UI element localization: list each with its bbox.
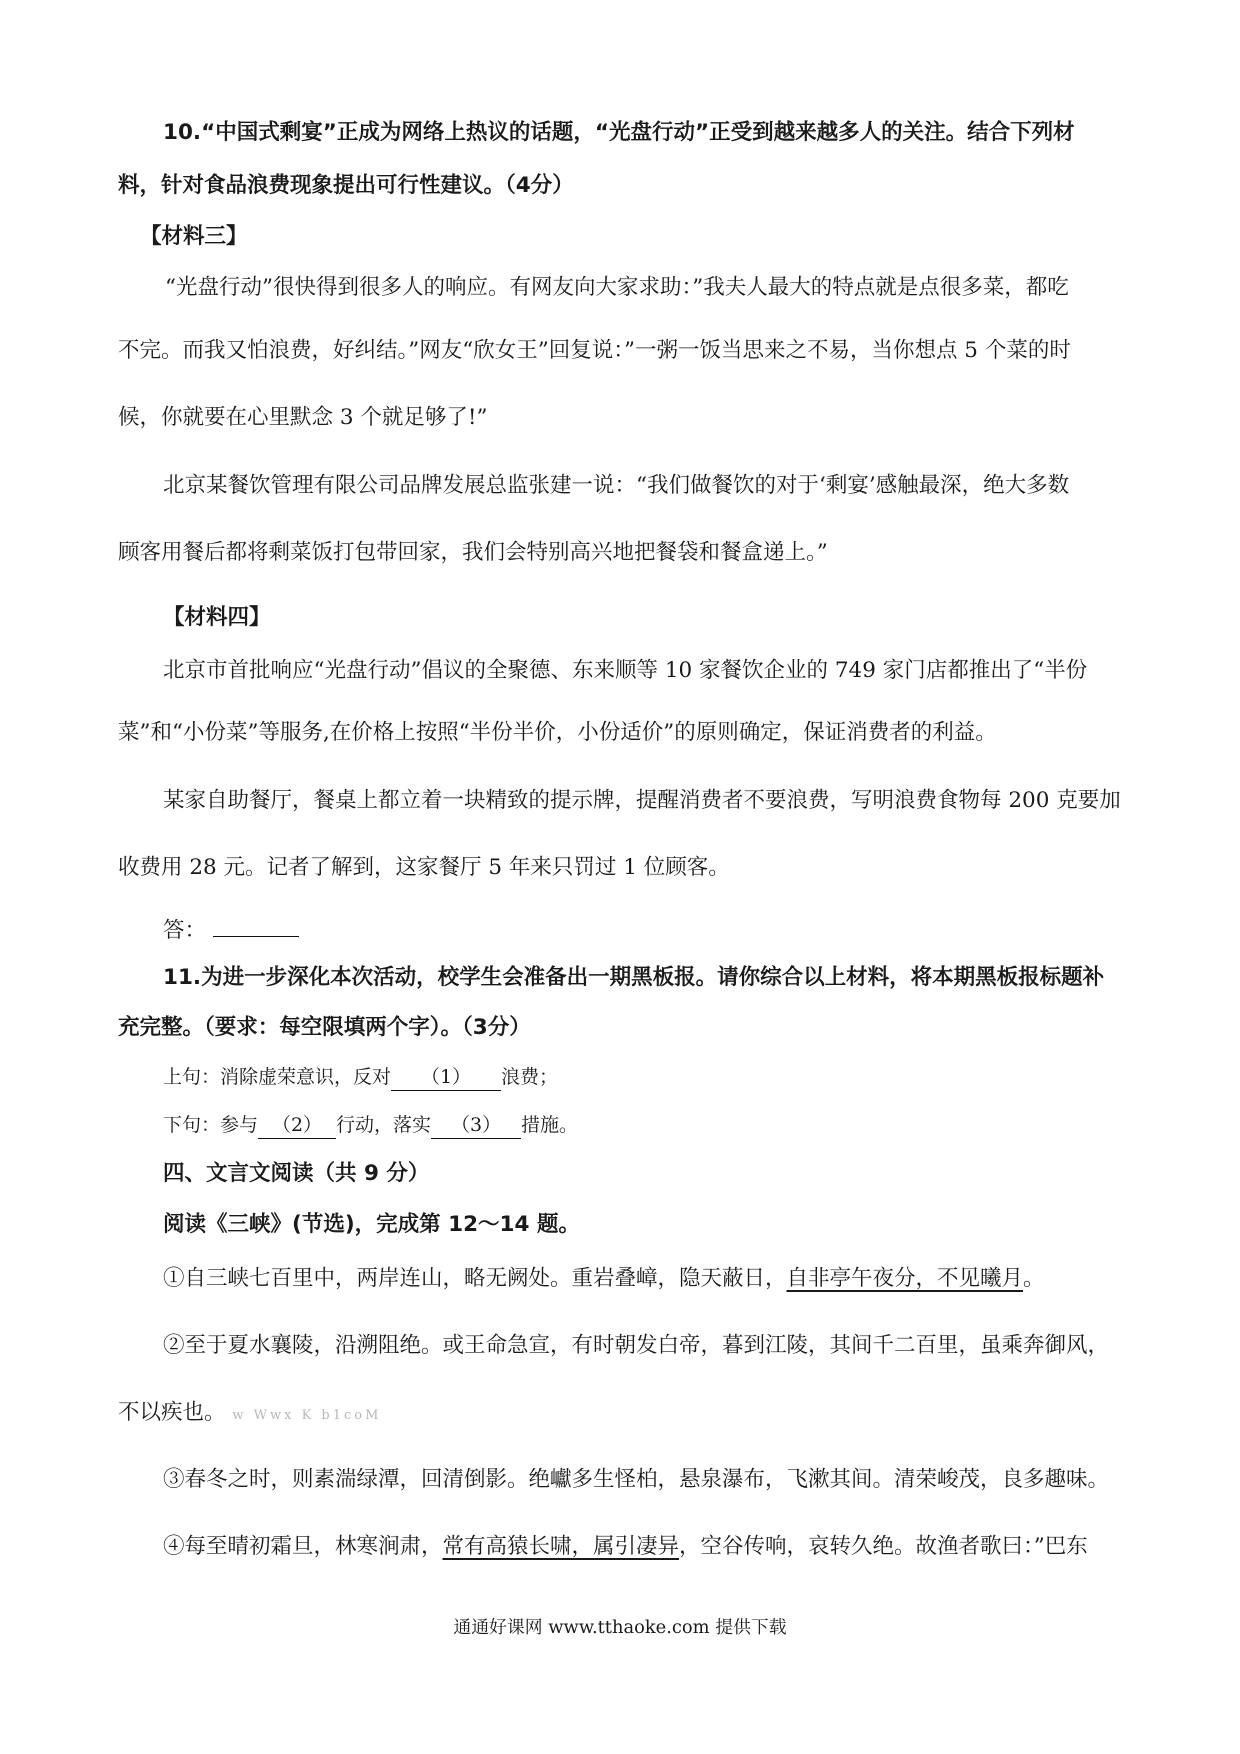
passage-paragraph-1 (163, 1264, 1045, 1294)
question-11-line-1: 11.为进一步深化本次活动，校学生会准备出一期黑板报。请你综合以上材料，将本期黑板报标题补 (163, 965, 1105, 990)
section-4-instruction: 阅读《三峡》(节选)，完成第 12～14 题。 (163, 1212, 580, 1237)
section-4-title: 四、文言文阅读（共 9 分） (163, 1161, 430, 1186)
passage-p2-end: 不以疾也。 (118, 1400, 226, 1425)
material-3-p1-line-3: 候，你就要在心里默念 3 个就足够了!” (118, 405, 488, 430)
blank-3[interactable]: （3） (431, 1112, 521, 1139)
answer-blank[interactable] (213, 936, 299, 937)
lower-couplet-middle: 行动，落实 (336, 1114, 432, 1136)
upper-couplet-prefix: 上句：消除虚荣意识，反对 (163, 1066, 392, 1088)
passage-p1-text: ①自三峡七百里中，两岸连山，略无阙处。重岩叠嶂，隐天蔽日， (163, 1266, 787, 1291)
answer-row (163, 916, 299, 946)
passage-paragraph-4 (163, 1532, 1088, 1562)
material-4-p2-line-1: 某家自助餐厅，餐桌上都立着一块精致的提示牌，提醒消费者不要浪费，写明浪费食物每 200 克要加 (163, 788, 1121, 813)
blank-1[interactable]: （1） (391, 1064, 501, 1091)
lower-couplet-suffix: 措施。 (521, 1114, 579, 1136)
passage-p4-underlined: 常有高猿长啸，属引凄异 (442, 1534, 680, 1559)
material-4-p1-line-2: 菜”和“小份菜”等服务,在价格上按照“半份半价，小份适价”的原则确定，保证消费者的利益。 (118, 720, 997, 745)
question-11-line-2: 充完整。（要求：每空限填两个字）。（3分） (118, 1015, 531, 1040)
material-3-p2-line-2: 顾客用餐后都将剩菜饭打包带回家，我们会特别高兴地把餐袋和餐盒递上。” (118, 540, 828, 565)
passage-p4-text: ④每至晴初霜旦，林寒涧肃， (163, 1534, 443, 1559)
upper-couplet (163, 1062, 558, 1092)
question-10-line-2: 料，针对食品浪费现象提出可行性建议。（4分） (118, 173, 574, 198)
lower-couplet-prefix: 下句：参与 (163, 1114, 259, 1136)
passage-p1-underlined: 自非亭午夜分，不见曦月 (786, 1266, 1024, 1291)
material-3-p1-line-2: 不完。而我又怕浪费，好纠结。”网友“欣女王”回复说：”一粥一饭当思来之不易，当你想点 5 个菜的时 (118, 338, 1071, 363)
blank-2[interactable]: （2） (258, 1112, 336, 1139)
material-3-p2-line-1: 北京某餐饮管理有限公司品牌发展总监张建一说：“我们做餐饮的对于‘剩宴’感触最深，绝大多数 (163, 473, 1070, 498)
material-4-title: 【材料四】 (163, 605, 271, 630)
passage-p1-end: 。 (1023, 1266, 1045, 1291)
material-3-p1-line-1: “光盘行动”很快得到很多人的响应。有网友向大家求助：”我夫人最大的特点就是点很多菜，都吃 (165, 275, 1069, 300)
passage-paragraph-3: ③春冬之时，则素湍绿潭，回清倒影。绝巘多生怪柏，悬泉瀑布，飞漱其间。清荣峻茂，良多趣味。 (163, 1467, 1110, 1492)
passage-paragraph-2-line-1: ②至于夏水襄陵，沿溯阻绝。或王命急宣，有时朝发白帝，暮到江陵，其间千二百里，虽乘奔御风， (163, 1333, 1110, 1358)
material-3-title: 【材料三】 (140, 224, 248, 249)
passage-p4-end: ，空谷传响，哀转久绝。故渔者歌曰：”巴东 (679, 1534, 1088, 1559)
watermark-text: w Wwx K b1coM (232, 1408, 382, 1423)
passage-paragraph-2-line-2 (118, 1398, 381, 1431)
lower-couplet (163, 1110, 578, 1140)
answer-label: 答： (163, 918, 207, 943)
question-10-line-1: 10.“中国式剩宴”正成为网络上热议的话题，“光盘行动”正受到越来越多人的关注。结合下列材 (163, 120, 1075, 145)
page-footer: 通通好课网 www.tthaoke.com 提供下载 (453, 1617, 787, 1638)
upper-couplet-suffix: 浪费； (501, 1066, 559, 1088)
material-4-p1-line-1: 北京市首批响应“光盘行动”倡议的全聚德、东来顺等 10 家餐饮企业的 749 家门店都推出了“半份 (163, 658, 1088, 683)
material-4-p2-line-2: 收费用 28 元。记者了解到，这家餐厅 5 年来只罚过 1 位顾客。 (118, 855, 730, 880)
